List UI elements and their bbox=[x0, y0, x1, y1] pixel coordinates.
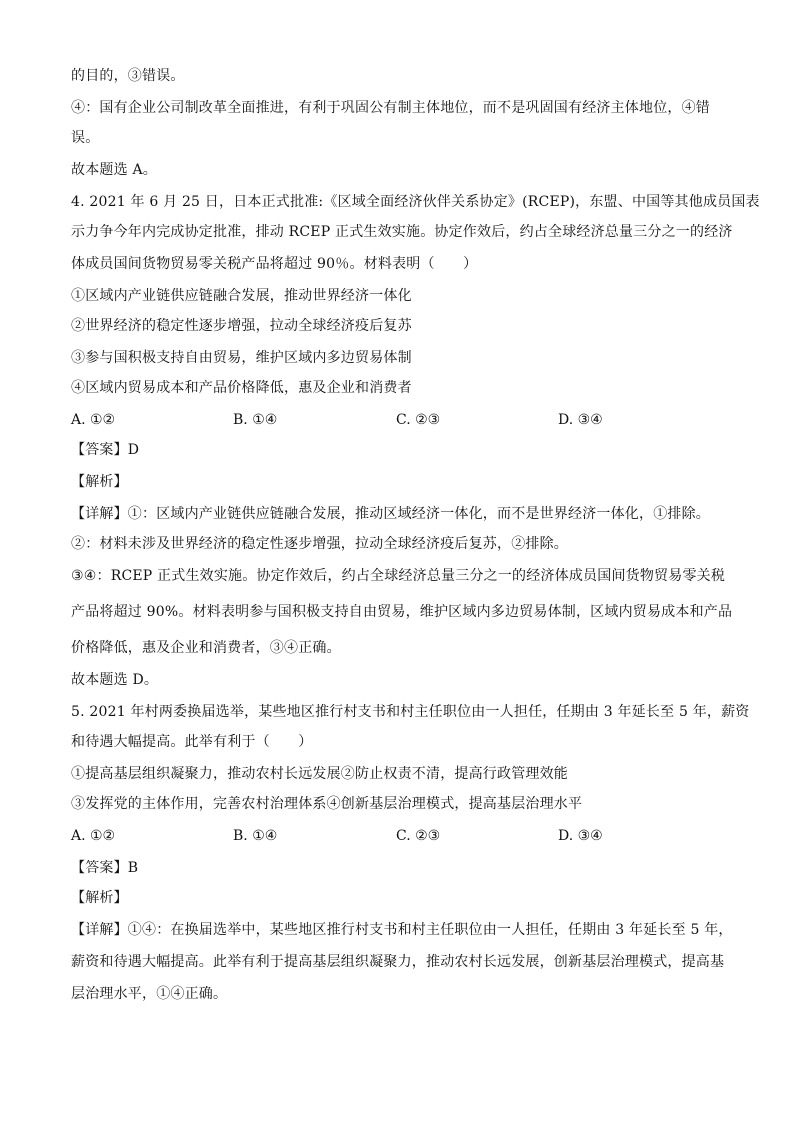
question-4-stem: 体成员国间货物贸易零关税产品将超过 90％。材料表明（ ） bbox=[71, 256, 478, 272]
text-line: 的目的，③错误。 bbox=[71, 68, 185, 84]
question-4-option-a: A. ①② bbox=[71, 412, 116, 428]
question-5-statement: ③发挥党的主体作用，完善农村治理体系④创新基层治理模式，提高基层治理水平 bbox=[71, 796, 583, 812]
text-line: 故本题选 A。 bbox=[71, 162, 157, 178]
question-4-stem: 4. 2021 年 6 月 25 日，日本正式批准:《区域全面经济伙伴关系协定》(RCEP)，东盟、中国等其他成员国表 bbox=[71, 194, 760, 210]
question-4-stem: 示力争今年内完成协定批准，排动 RCEP 正式生效实施。协定作效后，约占全球经济总量三分之一的经济 bbox=[71, 224, 733, 240]
question-4-detail: 价格降低，惠及企业和消费者，③④正确。 bbox=[71, 640, 341, 656]
question-4-detail: 产品将超过 90%。材料表明参与国积极支持自由贸易，维护区域内多边贸易体制，区域内贸易成本和产品 bbox=[71, 604, 733, 620]
question-5-option-b: B. ①④ bbox=[233, 828, 278, 844]
question-4-option-c: C. ②③ bbox=[396, 412, 441, 428]
question-4-detail: ②：材料未涉及世界经济的稳定性逐步增强，拉动全球经济疫后复苏，②排除。 bbox=[71, 536, 568, 552]
question-5-statement: ①提高基层组织凝聚力，推动农村长远发展②防止权责不清，提高行政管理效能 bbox=[71, 766, 568, 782]
text-line: 误。 bbox=[71, 130, 100, 146]
text-line: ④：国有企业公司制改革全面推进，有利于巩固公有制主体地位，而不是巩固国有经济主体地位，④错 bbox=[71, 100, 710, 116]
question-4-detail: ③④：RCEP 正式生效实施。协定作效后，约占全球经济总量三分之一的经济体成员国间货物贸易零关税 bbox=[71, 568, 726, 584]
question-5-answer: 【答案】B bbox=[71, 860, 139, 876]
question-5-option-a: A. ①② bbox=[71, 828, 116, 844]
question-4-option-b: B. ①④ bbox=[233, 412, 278, 428]
question-5-detail: 【详解】①④：在换届选举中，某些地区推行村支书和村主任职位由一人担任，任期由 3 年延长至 5 年， bbox=[71, 922, 733, 938]
question-4-statement: ①区域内产业链供应链融合发展，推动世界经济一体化 bbox=[71, 288, 412, 304]
question-4-detail: 【详解】①：区域内产业链供应链融合发展，推动区域经济一体化，而不是世界经济一体化，①排除。 bbox=[71, 506, 710, 522]
question-4-option-d: D. ③④ bbox=[558, 412, 603, 428]
question-4-answer: 【答案】D bbox=[71, 442, 140, 458]
question-5-detail: 层治理水平，①④正确。 bbox=[71, 986, 228, 1002]
question-5-stem: 和待遇大幅提高。此举有利于（ ） bbox=[71, 734, 313, 750]
question-5-option-c: C. ②③ bbox=[396, 828, 441, 844]
question-5-option-d: D. ③④ bbox=[558, 828, 603, 844]
question-5-stem: 5. 2021 年村两委换届选举，某些地区推行村支书和村主任职位由一人担任，任期由 3 年延长至 5 年，薪资 bbox=[71, 704, 750, 720]
question-4-detail: 故本题选 D。 bbox=[71, 672, 159, 688]
question-4-statement: ③参与国积极支持自由贸易，维护区域内多边贸易体制 bbox=[71, 350, 412, 366]
question-4-statement: ②世界经济的稳定性逐步增强，拉动全球经济疫后复苏 bbox=[71, 318, 412, 334]
question-4-analysis-label: 【解析】 bbox=[71, 474, 128, 490]
question-5-detail: 薪资和待遇大幅提高。此举有利于提高基层组织凝聚力，推动农村长远发展，创新基层治理模式，提高基 bbox=[71, 954, 725, 970]
question-4-statement: ④区域内贸易成本和产品价格降低，惠及企业和消费者 bbox=[71, 380, 412, 396]
question-5-analysis-label: 【解析】 bbox=[71, 890, 128, 906]
